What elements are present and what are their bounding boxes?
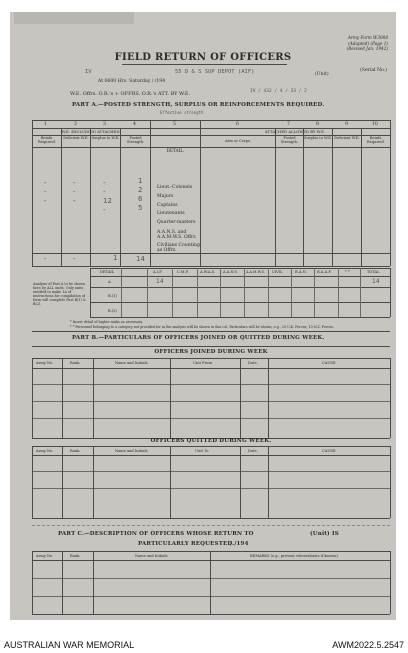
unit-typed: 55 D & S SUP DEPOT (AIF)	[175, 69, 255, 75]
analysis-h-aamws: A.A.M.W.S.	[246, 270, 265, 274]
we-line: W.E. Offrs. O.R.'s + OFFRS. O.R.'s ATT. BY W.E.	[70, 91, 191, 97]
part-c-h-name: Name and Initials.	[135, 554, 169, 558]
analysis-h-awas: A.W.A.S.	[200, 270, 216, 274]
col-header-1: Reinfs. Required.	[38, 136, 56, 145]
form-id-label: Army Form W3008	[347, 35, 388, 40]
footer-right: AWM2022.5.2547	[332, 640, 404, 650]
hw-total-col1: -	[44, 255, 47, 263]
col-number-10: 10	[372, 122, 378, 127]
part-a-title: PART A.—POSTED STRENGTH, SURPLUS OR REINFORCEMENTS REQUIRED.	[72, 102, 325, 108]
joined-h-name: Name and Initials.	[115, 361, 149, 365]
analysis-h-other: * *	[345, 270, 350, 274]
analysis-aif-value: 14	[156, 278, 164, 285]
part-c-title-unit: (Unit) IS	[310, 531, 339, 537]
quitted-h-name: Name and Initials.	[115, 449, 149, 453]
hw-total-col4: 14	[136, 255, 145, 263]
time-line: At 0600 Hrs. Saturday / /194	[98, 79, 166, 84]
hw-col1-row1: -	[44, 179, 47, 187]
rank-aans-aamws: A.A.N.S. and A.A.M.W.S. Offrs	[157, 229, 196, 240]
part-b-title: PART B.—PARTICULARS OF OFFICERS JOINED OR QUITTED DURING WEEK.	[72, 335, 325, 341]
joined-h-cause: CAUSE.	[322, 361, 337, 365]
hw-col4-row3: 6	[138, 195, 143, 203]
col-number-5: 5	[173, 122, 176, 127]
part-b-top-rule	[32, 331, 390, 332]
hw-col3-row3: 12	[103, 197, 112, 205]
form-id	[347, 35, 388, 52]
hw-col2-row2: -	[73, 188, 76, 196]
analysis-row-b1: B.(1)	[108, 294, 117, 298]
col-header-7: Posted Strength.	[280, 136, 299, 145]
form-sheet	[10, 12, 396, 620]
hw-total-col3: 1	[113, 254, 118, 262]
analysis-h-ran: R.A.N.	[295, 270, 307, 274]
form-note: (Revised Jan. 1942)	[346, 46, 388, 51]
hw-col4-row1: 1	[138, 177, 143, 185]
form-adapted-label: (Adapted) (Page 1)	[348, 40, 388, 46]
unit-label: (Unit)	[315, 72, 329, 77]
hw-col3-row1: -	[103, 179, 106, 187]
rank-quarter-masters: Quarter-masters	[157, 220, 196, 226]
col-number-4: 4	[133, 122, 136, 127]
col-header-5: DETAIL.	[166, 148, 185, 153]
analysis-row-a: A.	[108, 280, 112, 284]
hw-col3-row4: -	[103, 206, 106, 214]
col-header-6: Arm or Corps.	[225, 139, 251, 143]
analysis-footnote-1: * Insert detail of higher ranks as necessary.	[70, 320, 143, 324]
analysis-h-total: TOTAL	[367, 270, 380, 274]
joined-h-rank: Rank.	[70, 361, 81, 365]
part-c-h-remarks: REMARKS (e.g., present whereabouts if known).	[250, 554, 339, 558]
hw-col1-row2: -	[44, 188, 47, 196]
hw-col1-row3: -	[44, 197, 47, 205]
analysis-h-civil: CIVIL	[272, 270, 283, 274]
part-c-h-rank: Rank.	[70, 554, 81, 558]
analysis-total-value: 14	[372, 278, 380, 285]
quitted-h-unit-to: Unit To.	[195, 449, 210, 453]
group-right-header: ATTACHED ALLOWED BY W.E.	[264, 129, 326, 134]
analysis-row-b2: B.(2)	[108, 309, 117, 313]
analysis-h-raaf: R.A.A.F.	[317, 270, 332, 274]
col-number-8: 8	[316, 122, 319, 127]
hw-col1	[44, 179, 47, 206]
quitted-h-army-no: Army No.	[36, 449, 54, 453]
col-number-2: 2	[74, 122, 77, 127]
col-header-4: Posted Strength.	[126, 136, 145, 145]
group-left-header: W.E. EXCLUDING ATTACHED.	[61, 129, 121, 134]
quitted-title: OFFICERS QUITTED DURING WEEK.	[150, 438, 272, 444]
col-number-9: 9	[345, 122, 348, 127]
col-header-10: Reinfs. Required.	[367, 136, 385, 145]
col-header-2: Deficient W.E.	[63, 136, 89, 140]
part-c-title-2: PARTICULARLY REQUESTED.	[138, 541, 235, 547]
hw-col3	[103, 179, 112, 215]
part-c-title-date: / /194	[230, 541, 249, 547]
part-c-title-1: PART C.—DESCRIPTION OF OFFICERS WHOSE RETURN TO	[58, 531, 254, 537]
serial-label: (Serial No.)	[360, 68, 387, 73]
hw-total-col2: -	[73, 255, 76, 263]
quitted-h-rank: Rank.	[70, 449, 81, 453]
joined-h-unit-from: Unit From.	[193, 361, 214, 365]
hw-col4-row4: 5	[138, 204, 143, 212]
part-a-sub: Effective strength	[160, 110, 204, 115]
hw-col2-row1: -	[73, 179, 76, 187]
analysis-note: Analysis of Part A to be shown here by ALL units. Only units entitled to make 1A of instructions for compilation of form will complete Part B(1) & B(2).	[33, 282, 86, 307]
rank-captains: Captains	[157, 202, 178, 208]
col-header-8: Surplus to W.E.	[304, 136, 332, 140]
col-number-1: 1	[44, 122, 47, 127]
hw-col2-row3: -	[73, 197, 76, 205]
rank-civilians: Civilians Counting as Offrs.	[157, 242, 200, 253]
hw-col4-row2: 2	[138, 186, 143, 194]
detail-rank-list	[157, 184, 202, 253]
hw-col3-row2: -	[103, 188, 106, 196]
rank-majors: Majors	[157, 193, 174, 199]
col-header-3: Surplus to W.E.	[91, 136, 120, 140]
quitted-h-date: Date.	[248, 449, 258, 453]
analysis-h-detail: DETAIL	[100, 270, 115, 274]
footer-left: AUSTRALIAN WAR MEMORIAL	[4, 640, 135, 650]
joined-title: OFFICERS JOINED DURING WEEK	[154, 349, 268, 355]
joined-h-army-no: Army No.	[36, 361, 54, 365]
analysis-h-aif: A.I.F.	[153, 270, 163, 274]
we-values: IV / 432 / 4 / 33 / 2	[250, 89, 307, 94]
col-number-3: 3	[103, 122, 106, 127]
rank-lieut-colonels: Lieut.-Colonels	[157, 185, 193, 190]
joined-h-date: Date.	[248, 361, 258, 365]
part-c-h-army-no: Army No.	[36, 554, 54, 558]
analysis-h-aans: A.A.N.S.	[223, 270, 239, 274]
title-underline	[122, 64, 287, 65]
prefix-typed: IV	[85, 69, 92, 75]
paper-tab	[14, 12, 134, 24]
hw-col2	[73, 179, 76, 206]
hw-col4	[138, 177, 142, 213]
analysis-footnote-2: * * Personnel belonging to a category not provided for in the analysis will be shown in this col. Particulars will be shown, e.g., 20 U.K. Forces; 10 N.Z. Forces.	[70, 325, 334, 329]
rank-lieutenants: Lieutenants	[157, 211, 185, 217]
part-c-divider	[32, 525, 390, 526]
col-number-7: 7	[287, 122, 290, 127]
quitted-h-cause: CAUSE.	[322, 449, 337, 453]
form-title: FIELD RETURN OF OFFICERS	[114, 52, 292, 63]
col-header-9: Deficient W.E.	[334, 136, 360, 140]
analysis-h-cmf: C.M.F.	[177, 270, 189, 274]
col-number-6: 6	[236, 122, 239, 127]
